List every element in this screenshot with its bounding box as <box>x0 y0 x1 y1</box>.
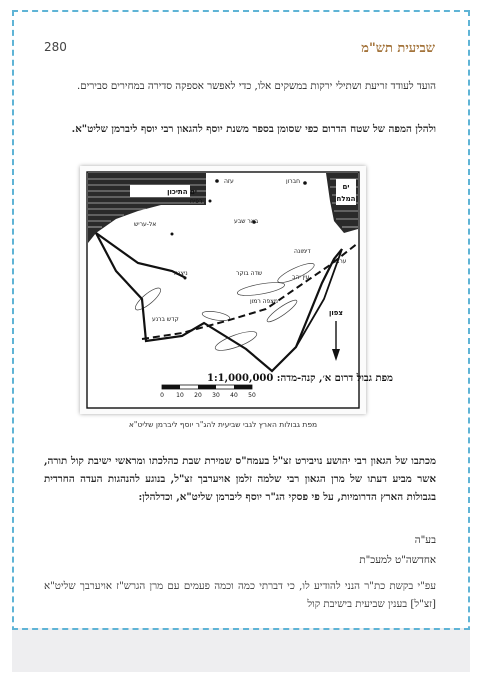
map-place-chevron: חברון <box>286 178 301 185</box>
map-caption: מפת גבולות הארץ לגבי שביעית להג"ר יוסף ליברמן שליט"א <box>128 420 318 429</box>
scale-tick-4: 40 <box>230 392 238 399</box>
map-label-dead-sea-2: המלח <box>336 195 356 203</box>
paragraph-2: ולהלן המפה של שטח הדרום כפי שסומן בספר משנת יוסף להגאון רבי יוסף ליברמן שליט"א. <box>71 123 436 135</box>
map-figure <box>80 166 393 414</box>
page-number: 280 <box>44 40 67 54</box>
scale-tick-2: 20 <box>194 392 202 399</box>
map-place-beer-sheva: באר שבע <box>234 218 259 225</box>
map-place-mitzpe: מצפה רמון <box>250 298 278 305</box>
map-drawing <box>86 171 393 409</box>
map-place-sde-boker: שדה בוקר <box>236 270 263 277</box>
map-place-nitzana: ניצנה <box>174 270 188 277</box>
map-label-sea-west: ים התיכון <box>167 188 197 196</box>
map-place-el-arish: אל-עריש <box>134 221 157 228</box>
footer-band <box>12 628 470 672</box>
scale-tick-5: 50 <box>248 392 256 399</box>
map-place-arava: ערבה <box>332 258 347 265</box>
map-place-dimona: דימונה <box>294 248 311 255</box>
map-place-aza: עזה <box>224 178 234 185</box>
letter-opening: בע"ה <box>414 535 436 546</box>
paragraph-1: הועד לעודד זריעת ושתילי ירקות במשקים אלו, כדי לאפשר אספקה סדירה במחירים סבירים. <box>77 81 436 92</box>
map-scale-bar <box>162 385 252 389</box>
scale-tick-1: 10 <box>176 392 184 399</box>
scale-tick-3: 30 <box>212 392 220 399</box>
paragraph-4: עפ"י בקשת כת"ר הנני להודיע לו, כי דברתי כמה וכמה פעמים עם מרן הגרש"ז אויערבך שליט"א [זצ"ל] בענין שביעית בישיבת קול <box>44 581 436 610</box>
running-title: שביעית תש"מ <box>361 41 435 56</box>
paragraph-3: מכתבו של הגאון רבי יהושע נויבירט זצ"ל בעמח"ס שמירת שבת כהלכתו ומראשי ישיבת קול תורה, אשר מביע דעתו של מרן הגאון רבי שלמה זלמן אויערבך זצ"ל, בנוגע להנהגות העדה החרדית בגבולות הארץ הדרומיות, על פי פסקי הג"ר יוסף ליברמן שליט"א, וכדלהלן: <box>44 455 436 503</box>
map-north-label: צפון <box>329 309 343 317</box>
map-title: מפת גבול דרום א׳, קנה-מדה: 1:1,000,000 <box>207 373 393 384</box>
map-place-kadesh: קדש ברנע <box>152 316 179 323</box>
map-place-ein-yahav: עין יהב <box>292 274 310 281</box>
letter-greeting: אחדשה"ט למעכ"ת <box>359 555 436 566</box>
map-label-dead-sea-1: ים <box>342 183 350 191</box>
scale-tick-0: 0 <box>160 392 164 399</box>
map-place-rafiach: רפיח <box>190 198 203 205</box>
